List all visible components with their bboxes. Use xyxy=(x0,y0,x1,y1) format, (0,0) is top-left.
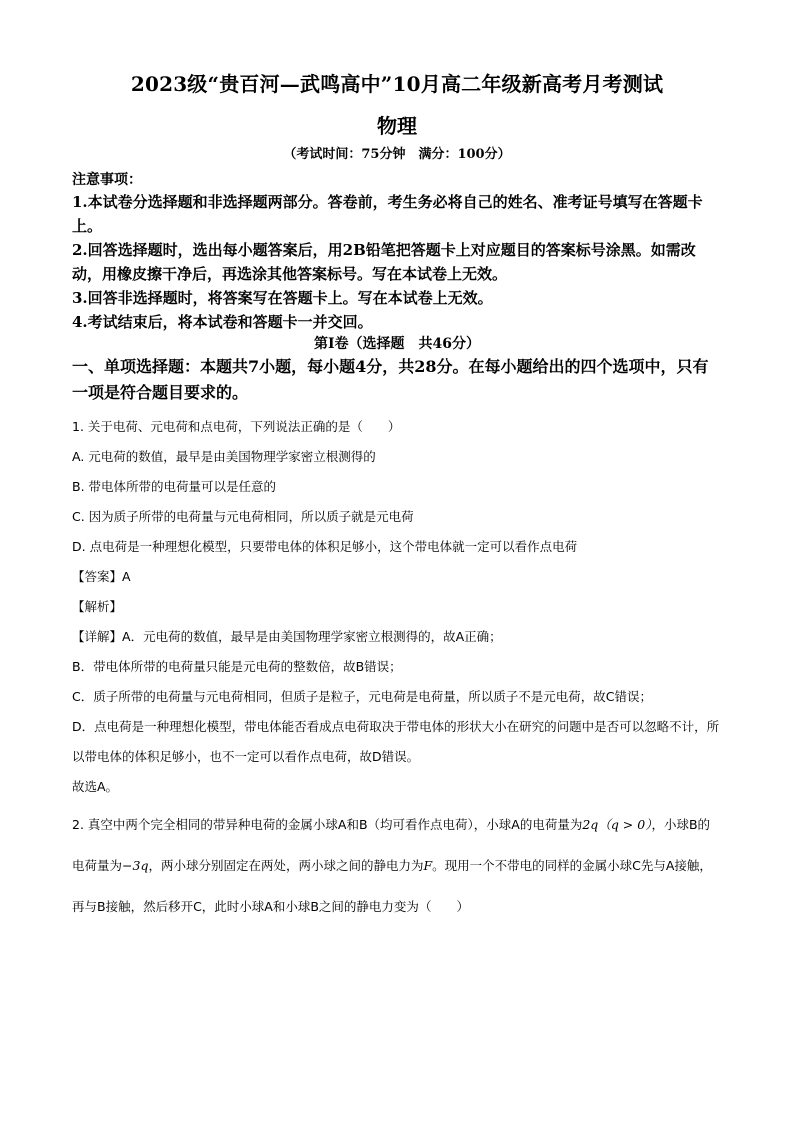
detail-line-a xyxy=(72,622,722,652)
q2-charge-a: 2q xyxy=(582,817,599,832)
question-1-option-a: A. 元电荷的数值，最早是由美国物理学家密立根测得的 xyxy=(72,449,376,464)
subject-title: 物理 xyxy=(377,114,417,138)
question-2-stem xyxy=(72,804,722,927)
q2-text-3: ，两小球分别固定在两处，两小球之间的静电力为 xyxy=(148,858,424,873)
notice-heading: 注意事项： xyxy=(72,172,142,188)
answer-tag: 【答案】 xyxy=(72,569,123,584)
notice-item-4: 4.考试结束后，将本试卷和答题卡一并交回。 xyxy=(72,313,373,331)
q2-text-4: 。现用一个不带电的同样的金属小球C先与A接触，再与B接触，然后移开C，此时小球A和小球B之间的静电力变为 xyxy=(72,858,712,914)
question-1-option-d: D. 点电荷是一种理想化模型，只要带电体的体积足够小，这个带电体就一定可以看作点电荷 xyxy=(72,539,578,554)
q2-text-2: ，小球B的电荷量为 xyxy=(72,817,711,873)
question-1-answer xyxy=(72,562,722,592)
question-1-option-b: B. 带电体所带的电荷量可以是任意的 xyxy=(72,479,277,494)
answer-value: A xyxy=(122,569,131,584)
question-1-stem: 1. 关于电荷、元电荷和点电荷，下列说法正确的是（ ） xyxy=(72,419,401,434)
detail-line-d: D．点电荷是一种理想化模型，带电体能否看成点电荷取决于带电体的形状大小在研究的问题中是否可以忽略不计，所以带电体的体积足够小，也不一定可以看作点电荷，故D错误。 xyxy=(72,719,720,764)
exam-time-info: （考试时间：75分钟 满分：100分） xyxy=(283,147,511,162)
q2-text-1: 2. 真空中两个完全相同的带异种电荷的金属小球A和B（均可看作点电荷），小球A的电荷量为 xyxy=(72,817,583,832)
detail-tag: 【详解】 xyxy=(72,629,123,644)
conclusion: 故选A。 xyxy=(72,779,119,794)
q2-charge-b: −3q xyxy=(122,858,149,873)
section-heading: 一、单项选择题：本题共7小题，每小题4分，共28分。在每小题给出的四个选项中，只有一项是符合题目要求的。 xyxy=(72,357,709,402)
q2-condition: （q > 0） xyxy=(598,817,652,832)
q2-bracket: （ ） xyxy=(418,899,469,914)
part-heading: 第Ⅰ卷（选择题 共46分） xyxy=(313,336,481,352)
analysis-tag: 【解析】 xyxy=(72,599,123,614)
exam-title: 2023级“贵百河—武鸣高中”10月高二年级新高考月考测试 xyxy=(130,72,664,96)
notice-item-2: 2.回答选择题时，选出每小题答案后，用2B铅笔把答题卡上对应题目的答案标号涂黑。如需改动，用橡皮擦干净后，再选涂其他答案标号。写在本试卷上无效。 xyxy=(72,241,696,283)
notice-item-1: 1.本试卷分选择题和非选择题两部分。答卷前，考生务必将自己的姓名、准考证号填写在答题卡上。 xyxy=(72,193,703,235)
detail-a-text: A．元电荷的数值，最早是由美国物理学家密立根测得的，故A正确； xyxy=(122,629,502,644)
q2-force: F xyxy=(423,858,433,873)
detail-line-b: B．带电体所带的电荷量只能是元电荷的整数倍，故B错误； xyxy=(72,659,402,674)
notice-item-3: 3.回答非选择题时，将答案写在答题卡上。写在本试卷上无效。 xyxy=(72,289,493,307)
detail-line-c: C．质子所带的电荷量与元电荷相同，但质子是粒子，元电荷是电荷量，所以质子不是元电荷，故C错误； xyxy=(72,689,652,704)
question-1-option-c: C. 因为质子所带的电荷量与元电荷相同，所以质子就是元电荷 xyxy=(72,509,414,524)
